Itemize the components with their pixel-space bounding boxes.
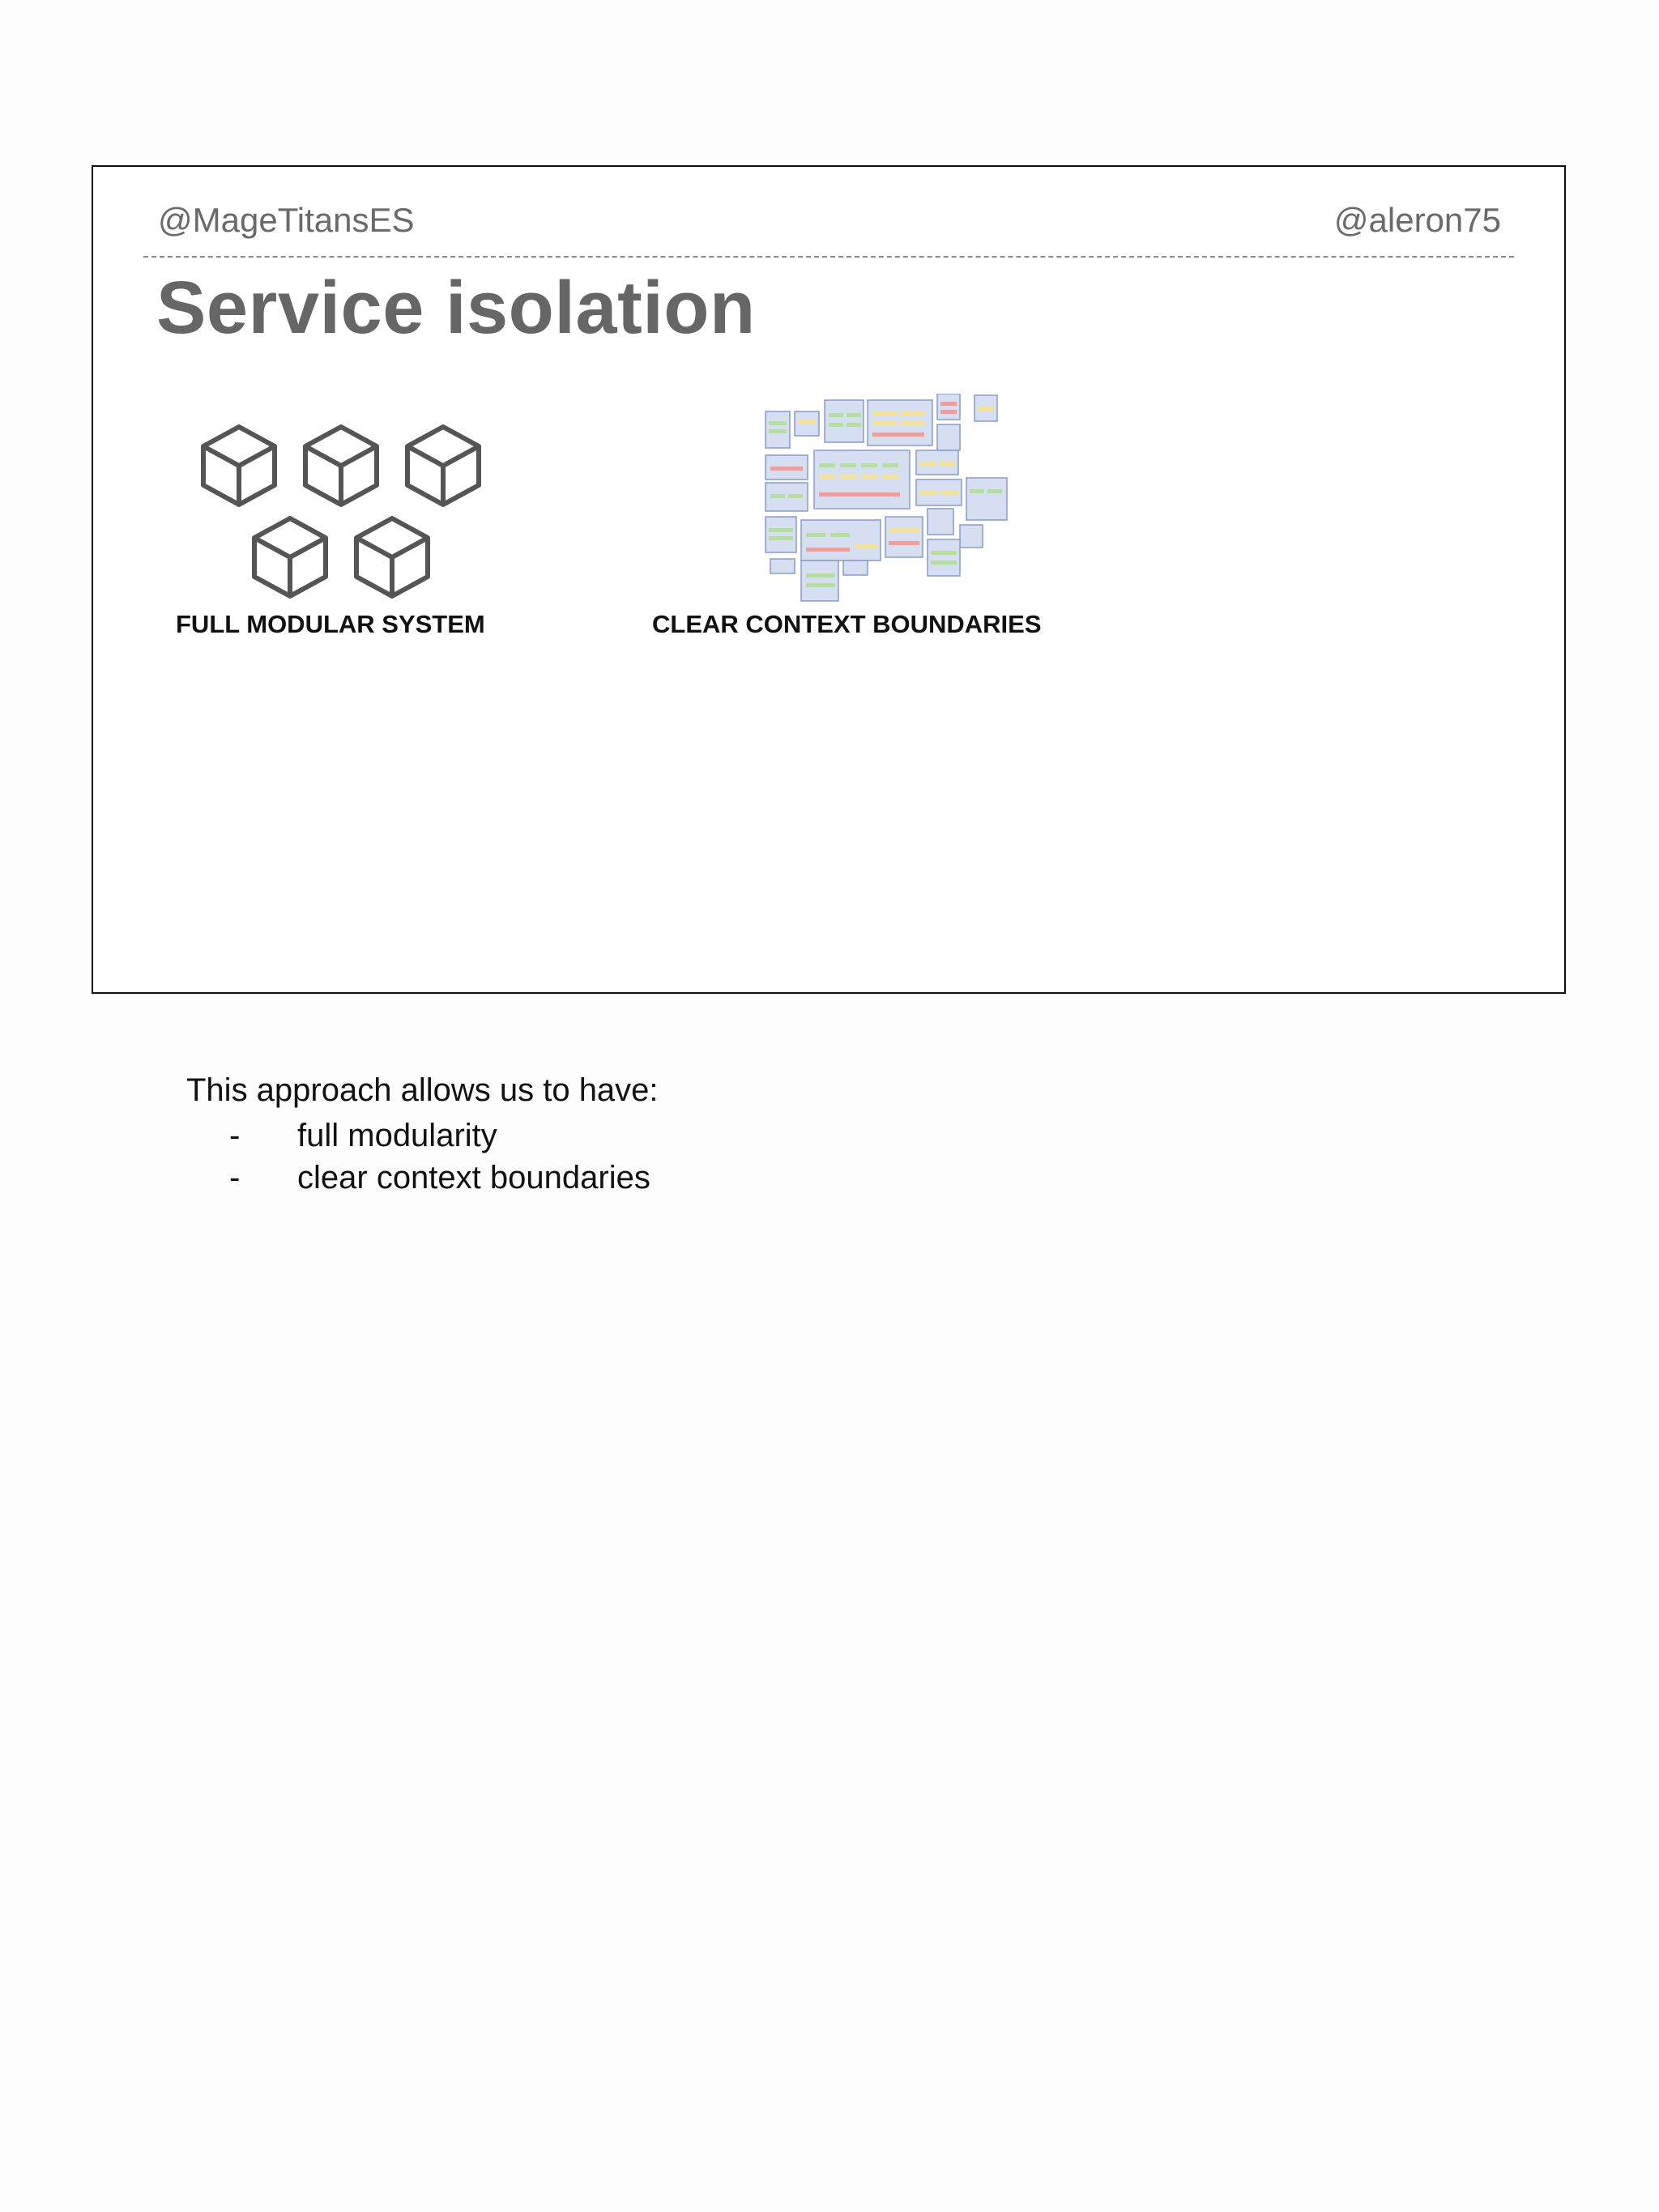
bullet-dash: - <box>229 1160 241 1196</box>
notes-intro: This approach allows us to have: <box>186 1072 659 1108</box>
bullet-text: full modularity <box>297 1118 497 1153</box>
bounded-context-map-image <box>733 394 1073 603</box>
twitter-handle-right: @aleron75 <box>1333 201 1501 239</box>
full-modular-system-caption: FULL MODULAR SYSTEM <box>176 610 485 638</box>
header-divider <box>143 256 1514 258</box>
clear-context-boundaries-caption: CLEAR CONTEXT BOUNDARIES <box>652 610 1042 638</box>
speaker-notes <box>186 1069 659 1199</box>
modular-cubes-illustration <box>190 410 498 604</box>
cube-icon <box>407 427 479 505</box>
list-item <box>186 1115 659 1157</box>
cube-icon <box>305 427 377 505</box>
cube-icon <box>356 518 428 596</box>
cube-icon <box>254 518 326 596</box>
slide-title: Service isolation <box>156 266 756 349</box>
slide-frame <box>92 165 1566 994</box>
bullet-text: clear context boundaries <box>297 1160 650 1196</box>
cube-icon <box>203 427 275 505</box>
bullet-dash: - <box>229 1118 241 1153</box>
notes-bullet-list <box>186 1115 659 1199</box>
twitter-handle-left: @MageTitansES <box>158 201 415 239</box>
list-item <box>186 1157 659 1199</box>
